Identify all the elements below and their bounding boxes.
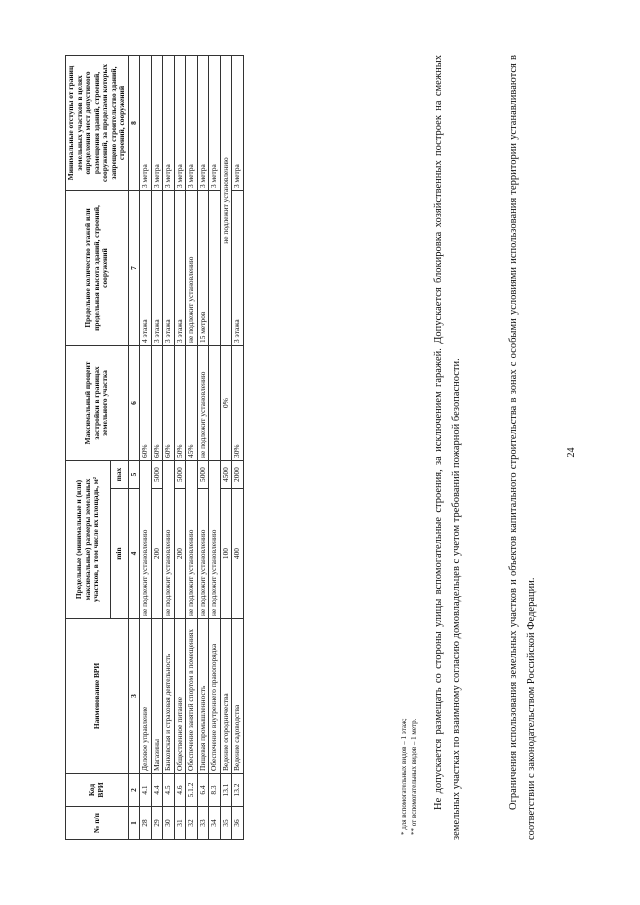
cell-setback: 3 метра xyxy=(197,56,209,191)
cell-code: 8.3 xyxy=(209,774,221,807)
table-row xyxy=(197,56,209,840)
col-number: 2 xyxy=(128,774,140,807)
paragraph: Не допускается размещать со стороны улицы вспомогательные строения, за исключением гаражей. Допускается блокировка хозяйственных построек на смежных земельных участках по взаимному согласию домовладельцев с учетом требований пожарной безопасности. xyxy=(433,55,462,840)
cell-min: 100 xyxy=(220,489,232,619)
cell-name: Пищевая промышленность xyxy=(197,619,209,774)
cell-max: 5000 xyxy=(174,461,186,489)
page-number: 24 xyxy=(566,447,577,458)
cell-floors: 4 этажа xyxy=(140,191,152,346)
cell-name: Обеспечение внутреннего правопорядка xyxy=(209,619,221,774)
cell-setback: 3 метра xyxy=(232,56,244,191)
table-row xyxy=(186,56,198,840)
cell-setback: 3 метра xyxy=(186,56,198,191)
cell-name: Ведение садоводства xyxy=(232,619,244,774)
cell-code: 4.4 xyxy=(151,774,163,807)
header-min: min xyxy=(110,489,128,619)
cell-code: 4.5 xyxy=(163,774,175,807)
table-row xyxy=(174,56,186,840)
header-floors: Предельное количество этажей или предельная высота зданий, строений, сооружений xyxy=(66,191,129,346)
cell-percent: не подлежит установлению xyxy=(197,346,209,461)
cell-name: Ведение огородничества xyxy=(220,619,232,774)
cell-min: 200 xyxy=(174,489,186,619)
header-setback: Минимальные отступы от границ земельных участков в целях определения мест допустимого размещения зданий, строений, сооружений, за пределами которых запрещено строительство зданий, строений, сооружений xyxy=(66,56,129,191)
col-number: 1 xyxy=(128,807,140,840)
cell-code: 4.1 xyxy=(140,774,152,807)
cell-max: 4500 xyxy=(220,461,232,489)
cell-max: 2000 xyxy=(232,461,244,489)
cell-floors: 3 этажа xyxy=(163,191,175,346)
cell-percent: 50% xyxy=(174,346,186,461)
cell-area: не подлежит установлению xyxy=(140,461,152,619)
cell-floors: не подлежит установлению xyxy=(220,56,232,346)
footnote: * для вспомогательных видов – 1 этаж; xyxy=(400,718,408,835)
cell-percent: 45% xyxy=(186,346,198,461)
cell-floors xyxy=(209,191,221,346)
cell-min: 400 xyxy=(232,489,244,619)
col-number: 7 xyxy=(128,191,140,346)
cell-setback: 3 метра xyxy=(140,56,152,191)
cell-code: 13.2 xyxy=(232,774,244,807)
cell-floors: не подлежит установлению xyxy=(186,191,198,346)
cell-num: 36 xyxy=(232,807,244,840)
col-number: 5 xyxy=(128,461,140,489)
cell-num: 30 xyxy=(163,807,175,840)
zoning-table xyxy=(65,55,244,840)
cell-setback: 3 метра xyxy=(163,56,175,191)
header-area: Предельные (минимальные и (или) максимальные) размеры земельных участков, в том числе их площадь, м² xyxy=(66,461,111,619)
cell-min: 200 xyxy=(151,489,163,619)
header-percent: Максимальный процент застройки в границах земельного участка xyxy=(66,346,129,461)
cell-name: Обеспечение занятий спортом в помещениях xyxy=(186,619,198,774)
header-max: max xyxy=(110,461,128,489)
cell-max: 5000 xyxy=(151,461,163,489)
footnote: ** от вспомогательных видов – 1 метр. xyxy=(410,718,418,835)
cell-percent xyxy=(209,346,221,461)
table-row xyxy=(220,56,232,840)
cell-num: 29 xyxy=(151,807,163,840)
cell-num: 34 xyxy=(209,807,221,840)
cell-floors: 15 метров xyxy=(197,191,209,346)
cell-name: Деловое управление xyxy=(140,619,152,774)
table-row xyxy=(151,56,163,840)
table-row xyxy=(140,56,152,840)
col-number: 3 xyxy=(128,619,140,774)
table-row xyxy=(232,56,244,840)
cell-name: Общественное питание xyxy=(174,619,186,774)
cell-area: не подлежит установлению xyxy=(186,461,198,619)
cell-num: 33 xyxy=(197,807,209,840)
cell-code: 6.4 xyxy=(197,774,209,807)
header-num: № п/п xyxy=(66,807,129,840)
cell-floors: 3 этажа xyxy=(151,191,163,346)
cell-num: 31 xyxy=(174,807,186,840)
cell-code: 5.1.2 xyxy=(186,774,198,807)
header-code: Код ВРИ xyxy=(66,774,129,807)
table-row xyxy=(209,56,221,840)
cell-area: не подлежит установлению xyxy=(209,461,221,619)
cell-area: не подлежит установлению xyxy=(163,461,175,619)
cell-name: Магазины xyxy=(151,619,163,774)
cell-min: не подлежит установлению xyxy=(197,489,209,619)
cell-setback: 3 метра xyxy=(174,56,186,191)
paragraph: Ограничения использования земельных участков и объектов капитального строительства в зонах с особыми условиями использования территории устанавливаются в соответствии с законодательством Российской Федерации. xyxy=(508,55,537,840)
header-name: Наименование ВРИ xyxy=(66,619,129,774)
cell-percent: 60% xyxy=(163,346,175,461)
cell-code: 13.1 xyxy=(220,774,232,807)
cell-floors: 3 этажа xyxy=(174,191,186,346)
cell-percent: 60% xyxy=(151,346,163,461)
cell-num: 28 xyxy=(140,807,152,840)
cell-percent: 60% xyxy=(140,346,152,461)
table-row xyxy=(163,56,175,840)
col-number: 4 xyxy=(128,489,140,619)
cell-floors: 3 этажа xyxy=(232,191,244,346)
cell-code: 4.6 xyxy=(174,774,186,807)
cell-percent: 30% xyxy=(232,346,244,461)
cell-setback: 3 метра xyxy=(151,56,163,191)
cell-num: 32 xyxy=(186,807,198,840)
cell-name: Банковская и страховая деятельность xyxy=(163,619,175,774)
cell-percent: 0% xyxy=(220,346,232,461)
cell-max: 5000 xyxy=(197,461,209,489)
cell-num: 35 xyxy=(220,807,232,840)
col-number: 6 xyxy=(128,346,140,461)
col-number: 8 xyxy=(128,56,140,191)
cell-setback: 3 метра xyxy=(209,56,221,191)
